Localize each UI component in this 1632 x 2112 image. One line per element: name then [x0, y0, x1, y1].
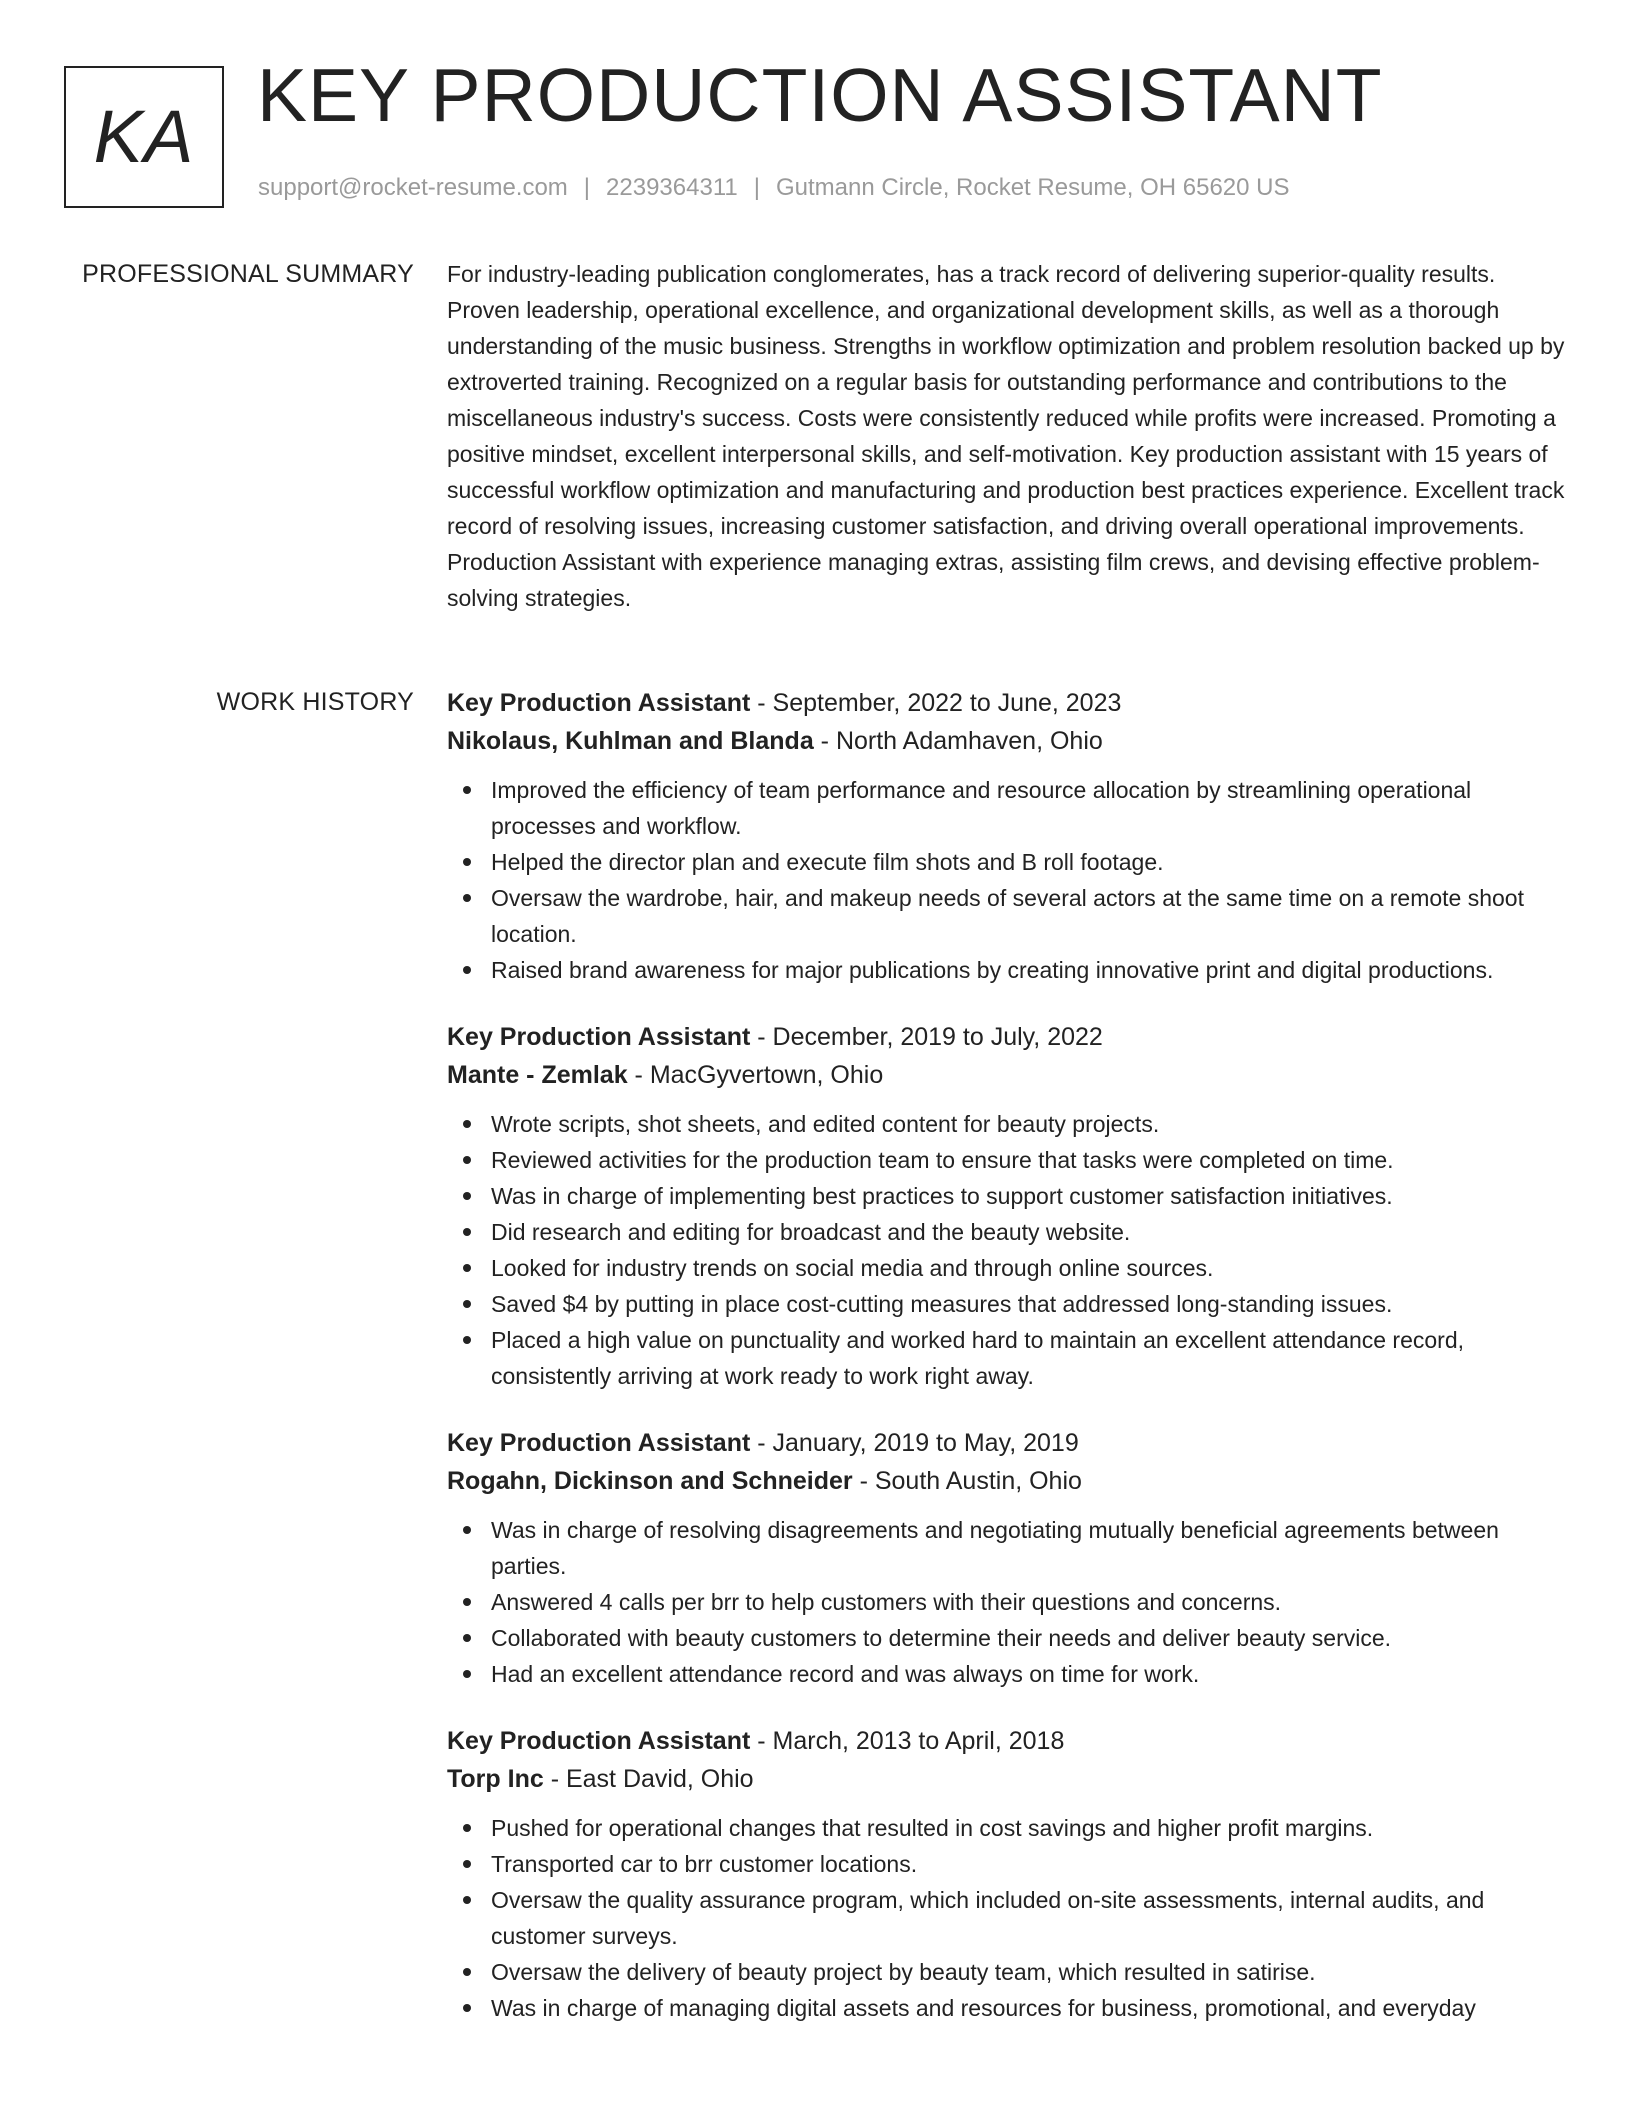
job-bullet: Answered 4 calls per brr to help customers with their questions and concerns.	[491, 1584, 1567, 1620]
job-bullet: Looked for industry trends on social media and through online sources.	[491, 1250, 1567, 1286]
job-location: - East David, Ohio	[543, 1765, 754, 1793]
monogram-initials: KA	[93, 95, 195, 178]
job-company-line	[447, 722, 1567, 760]
job-role: Key Production Assistant	[447, 1429, 751, 1457]
job-bullet: Transported car to brr customer locations.	[491, 1846, 1567, 1882]
summary-heading: PROFESSIONAL SUMMARY	[82, 260, 414, 288]
job-bullet: Had an excellent attendance record and was always on time for work.	[491, 1656, 1567, 1692]
job-bullet: Oversaw the wardrobe, hair, and makeup needs of several actors at the same time on a remote shoot location.	[491, 880, 1567, 952]
job-entry	[447, 1018, 1567, 1394]
job-location: - North Adamhaven, Ohio	[813, 727, 1103, 755]
job-bullet: Helped the director plan and execute film shots and B roll footage.	[491, 844, 1567, 880]
job-role-line	[447, 1722, 1567, 1760]
contact-email[interactable]: support@rocket-resume.com	[258, 174, 568, 201]
work-history-heading: WORK HISTORY	[216, 688, 414, 716]
job-bullets	[447, 1810, 1567, 2026]
job-bullet: Oversaw the delivery of beauty project by beauty team, which resulted in satirise.	[491, 1954, 1567, 1990]
job-dates: - December, 2019 to July, 2022	[750, 1023, 1103, 1051]
contact-line	[258, 176, 1290, 200]
job-company: Nikolaus, Kuhlman and Blanda	[447, 727, 814, 755]
job-bullets	[447, 772, 1567, 988]
job-bullet: Was in charge of managing digital assets and resources for business, promotional, and everyday	[491, 1990, 1567, 2026]
job-bullet: Oversaw the quality assurance program, which included on-site assessments, internal audits, and customer surveys.	[491, 1882, 1567, 1954]
job-company-line	[447, 1760, 1567, 1798]
job-entry	[447, 1722, 1567, 2026]
contact-separator: |	[753, 174, 760, 201]
job-bullets	[447, 1512, 1567, 1692]
contact-separator: |	[583, 174, 591, 201]
job-bullet: Placed a high value on punctuality and worked hard to maintain an excellent attendance record, consistently arriving at work ready to work right away.	[491, 1322, 1567, 1394]
resume-title: KEY PRODUCTION ASSISTANT	[257, 53, 1383, 137]
job-bullet: Reviewed activities for the production team to ensure that tasks were completed on time.	[491, 1142, 1567, 1178]
job-location: - MacGyvertown, Ohio	[627, 1061, 884, 1089]
job-bullet: Collaborated with beauty customers to determine their needs and deliver beauty service.	[491, 1620, 1567, 1656]
job-role-line	[447, 1424, 1567, 1462]
work-history-body	[447, 684, 1567, 2056]
job-company: Torp Inc	[447, 1765, 544, 1793]
job-dates: - March, 2013 to April, 2018	[750, 1727, 1065, 1755]
job-company: Mante - Zemlak	[447, 1061, 628, 1089]
summary-body	[447, 256, 1567, 616]
summary-text: For industry-leading publication conglomerates, has a track record of delivering superior-quality results. Proven leadership, operational excellence, and organizational development skills, as well as a thorough understanding of the music business. Strengths in workflow optimization and problem resolution backed up by extroverted training. Recognized on a regular basis for outstanding performance and contributions to the miscellaneous industry's success. Costs were consistently reduced while profits were increased. Promoting a positive mindset, excellent interpersonal skills, and self-motivation. Key production assistant with 15 years of successful workflow optimization and manufacturing and production best practices experience. Excellent track record of resolving issues, increasing customer satisfaction, and driving overall operational improvements. Production Assistant with experience managing extras, assisting film crews, and devising effective problem-solving strategies.	[447, 261, 1565, 611]
job-bullet: Raised brand awareness for major publications by creating innovative print and digital productions.	[491, 952, 1567, 988]
job-entry	[447, 1424, 1567, 1692]
job-company-line	[447, 1462, 1567, 1500]
job-role: Key Production Assistant	[447, 1023, 751, 1051]
job-entry	[447, 684, 1567, 988]
job-role-line	[447, 684, 1567, 722]
contact-address: Gutmann Circle, Rocket Resume, OH 65620 US	[775, 174, 1290, 201]
job-bullet: Was in charge of implementing best practices to support customer satisfaction initiatives.	[491, 1178, 1567, 1214]
job-role-line	[447, 1018, 1567, 1056]
job-bullet: Did research and editing for broadcast and the beauty website.	[491, 1214, 1567, 1250]
job-company-line	[447, 1056, 1567, 1094]
job-location: - South Austin, Ohio	[852, 1467, 1082, 1495]
job-role: Key Production Assistant	[447, 1727, 751, 1755]
job-bullets	[447, 1106, 1567, 1394]
job-dates: - September, 2022 to June, 2023	[750, 689, 1122, 717]
job-company: Rogahn, Dickinson and Schneider	[447, 1467, 853, 1495]
job-bullet: Pushed for operational changes that resulted in cost savings and higher profit margins.	[491, 1810, 1567, 1846]
job-dates: - January, 2019 to May, 2019	[750, 1429, 1079, 1457]
job-bullet: Wrote scripts, shot sheets, and edited content for beauty projects.	[491, 1106, 1567, 1142]
job-bullet: Was in charge of resolving disagreements and negotiating mutually beneficial agreements between parties.	[491, 1512, 1567, 1584]
monogram-badge	[64, 66, 224, 208]
job-bullet: Saved $4 by putting in place cost-cutting measures that addressed long-standing issues.	[491, 1286, 1567, 1322]
job-bullet: Improved the efficiency of team performance and resource allocation by streamlining operational processes and workflow.	[491, 772, 1567, 844]
contact-phone[interactable]: 2239364311	[606, 174, 738, 201]
job-role: Key Production Assistant	[447, 689, 751, 717]
